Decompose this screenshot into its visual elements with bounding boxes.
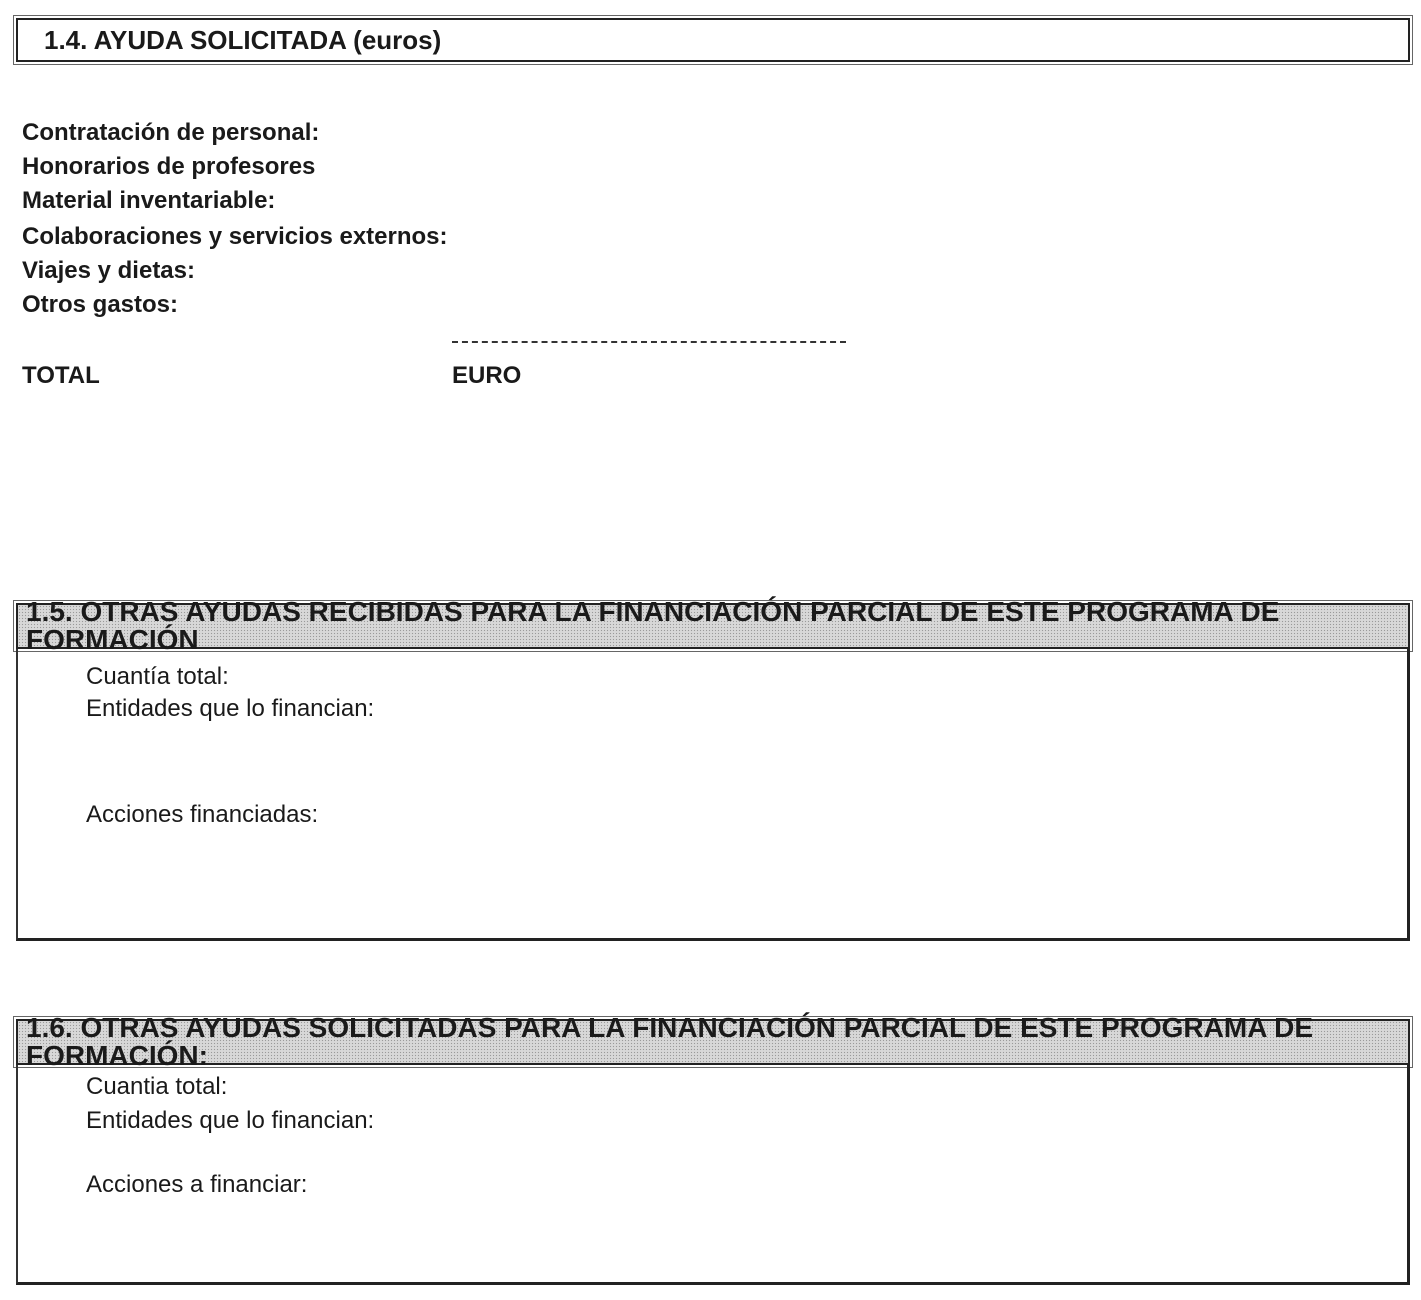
section-1-4-header xyxy=(16,18,1410,62)
total-separator xyxy=(452,343,453,344)
section-1-6-header xyxy=(16,1012,1410,1071)
item-honorarios-profesores: Honorarios de profesores xyxy=(22,153,316,180)
total-currency: EURO xyxy=(452,362,522,389)
section-1-5-header xyxy=(16,596,1410,655)
field-entidades-recibidas: Entidades que lo financian: xyxy=(86,695,375,722)
field-acciones-a-financiar: Acciones a financiar: xyxy=(86,1171,308,1198)
item-viajes-dietas: Viajes y dietas: xyxy=(22,257,195,284)
item-contratacion-personal: Contratación de personal: xyxy=(22,119,320,146)
item-colaboraciones-servicios: Colaboraciones y servicios externos: xyxy=(22,223,448,250)
total-label: TOTAL xyxy=(22,362,100,389)
section-1-5-box xyxy=(16,649,1410,941)
field-acciones-financiadas: Acciones financiadas: xyxy=(86,801,319,828)
section-1-4-title: 1.4. AYUDA SOLICITADA (euros) xyxy=(44,25,442,55)
section-1-6-title: 1.6. OTRAS AYUDAS SOLICITADAS PARA LA FINANCIACIÓN PARCIAL DE ESTE PROGRAMA DE FORMACIÓN: xyxy=(26,1012,1314,1071)
item-otros-gastos: Otros gastos: xyxy=(22,291,179,318)
item-material-inventariable: Material inventariable: xyxy=(22,187,276,214)
field-cuantia-total-solicitadas: Cuantia total: xyxy=(86,1073,228,1100)
total-separator-line xyxy=(452,341,846,343)
field-entidades-solicitadas: Entidades que lo financian: xyxy=(86,1107,375,1134)
section-1-5-title: 1.5. OTRAS AYUDAS RECIBIDAS PARA LA FINANCIACIÓN PARCIAL DE ESTE PROGRAMA DE FORMACIÓN xyxy=(26,596,1280,655)
field-cuantia-total-recibidas: Cuantía total: xyxy=(86,663,229,690)
